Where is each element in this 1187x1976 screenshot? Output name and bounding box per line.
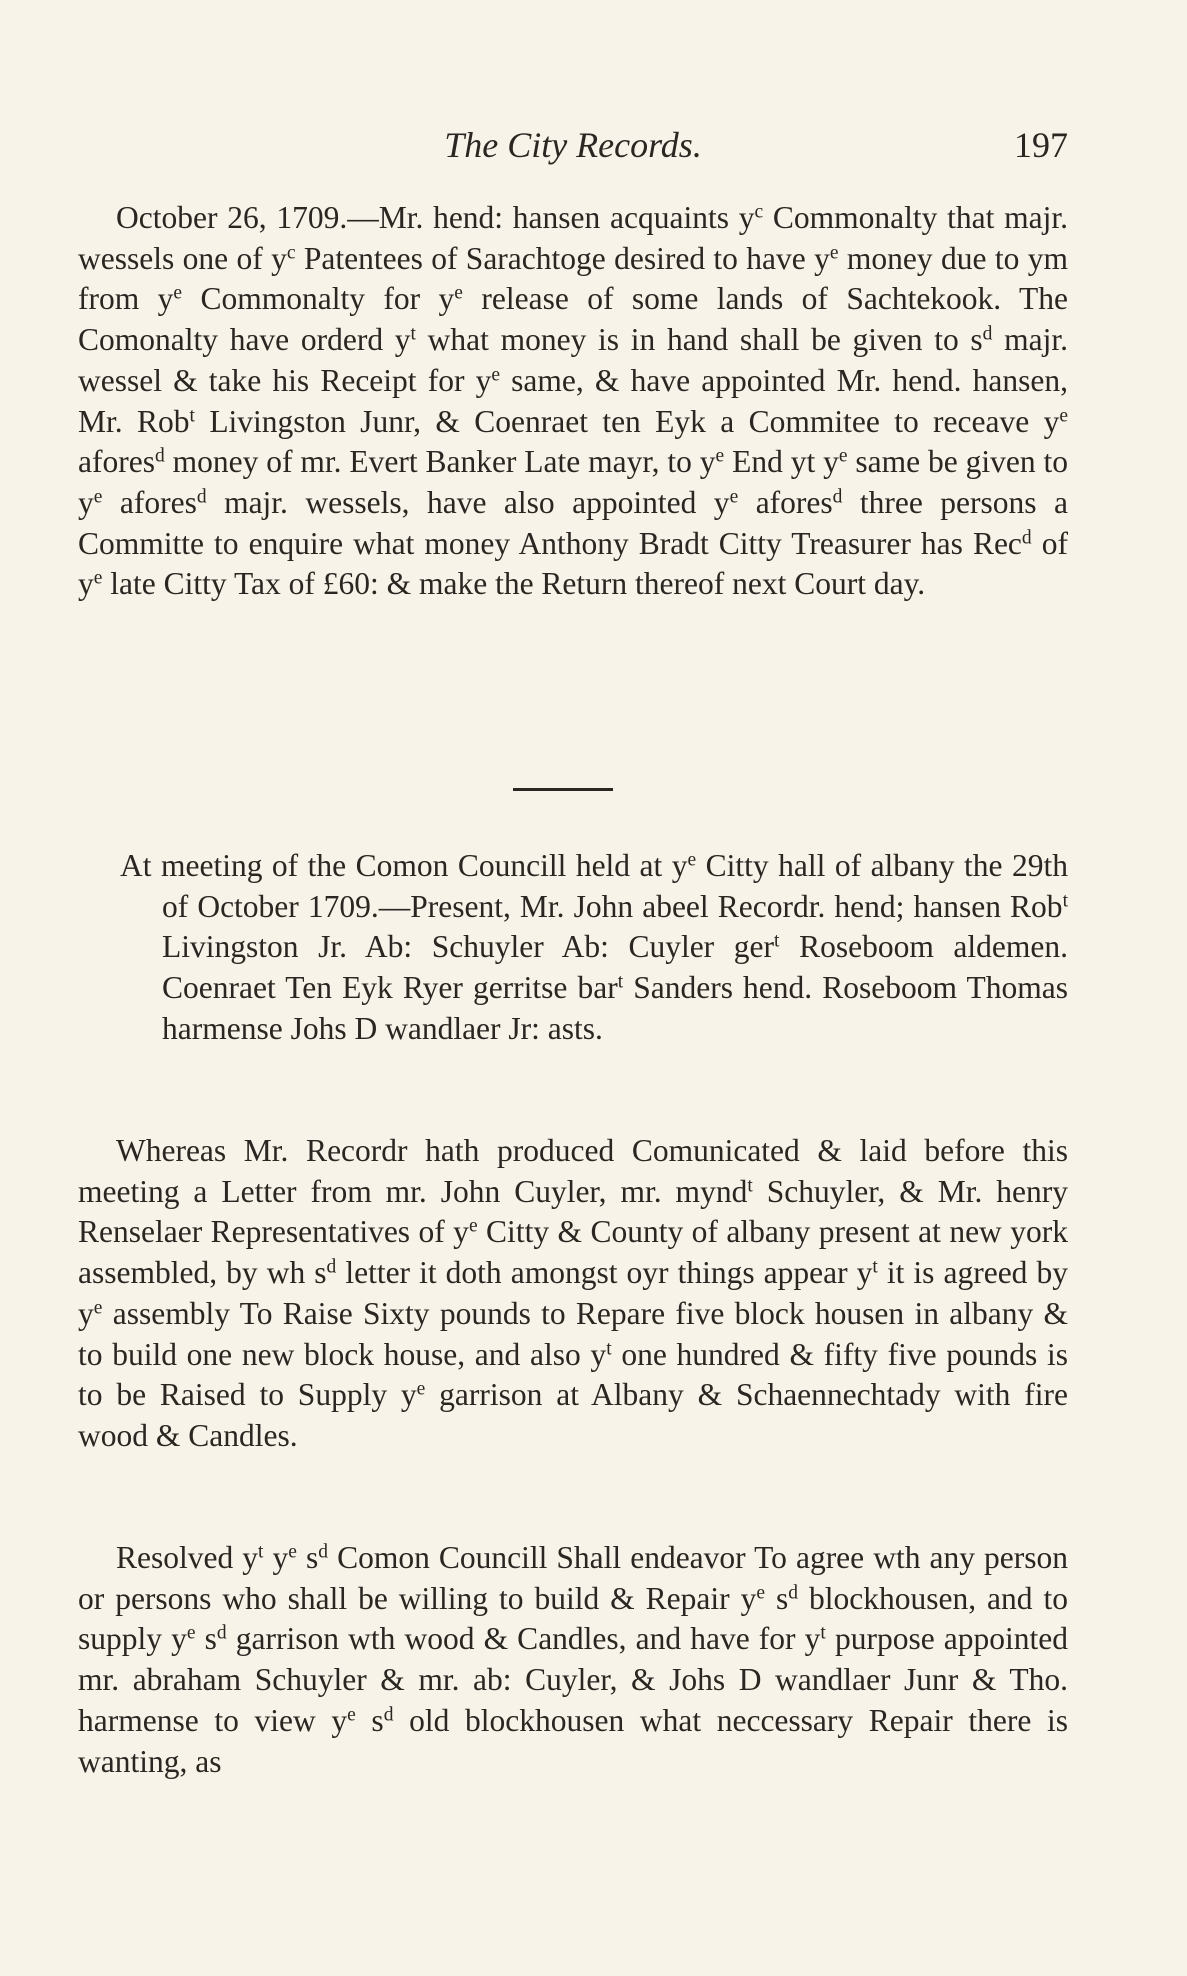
text-run: same be given to y [78, 444, 1068, 520]
superscript: d [788, 1581, 799, 1603]
superscript: t [617, 971, 624, 993]
superscript: d [318, 1541, 329, 1563]
superscript: e [756, 1581, 766, 1603]
text-run: Comon Councill Shall endeavor To agree wth any person or persons who shall be willing to build & Repair y [78, 1540, 1068, 1616]
text-run: garrison at Albany & Schaennechtady with fire wood & Candles. [78, 1377, 1068, 1453]
text-run: s [355, 1702, 384, 1738]
superscript: d [216, 1622, 227, 1644]
superscript: e [838, 445, 848, 467]
text-run: Citty & County of albany present at new york assembled, by wh s [78, 1214, 1068, 1291]
text-run: same, & have appointed Mr. hend. hansen, Mr. Rob [78, 362, 1068, 439]
superscript: t [820, 1622, 826, 1644]
superscript: t [410, 323, 416, 345]
text-run: y [263, 1540, 289, 1575]
text-run: Resolved y [116, 1540, 259, 1575]
text-run: afores [738, 484, 833, 520]
superscript: e [729, 486, 739, 508]
text-run: late Citty Tax of £60: & make the Return thereof next Court day. [102, 566, 926, 602]
text-run: Livingston Jr. Ab: Schuyler Ab: Cuyler ger [162, 929, 775, 965]
superscript: e [829, 241, 839, 263]
paragraph-council-meeting [78, 846, 1068, 1050]
text-run: Roseboom aldemen. Coenraet Ten Eyk Ryer gerritse bar [162, 929, 1068, 1006]
text-run: Commonalty for y [182, 281, 455, 317]
text-run: purpose appointed mr. abraham Schuyler & mr. ab: Cuyler, & Johs D wandlaer Junr & Tho. harmense to view y [78, 1621, 1069, 1738]
text-run: of y [78, 525, 1068, 602]
text-run: At meeting of the Comon Councill held at y [120, 848, 688, 883]
running-title: The City Records. [444, 125, 702, 165]
superscript: c [286, 241, 296, 263]
superscript: t [1062, 889, 1068, 911]
superscript: t [189, 404, 195, 426]
superscript: e [186, 1622, 196, 1644]
superscript: t [747, 1174, 753, 1196]
superscript: e [1059, 404, 1068, 426]
text-run: October 26, 1709.—Mr. hend: hansen acquaints y [116, 200, 755, 235]
superscript: d [154, 445, 165, 467]
superscript: d [383, 1704, 394, 1726]
text-run: letter it doth amongst oyr things appear y [336, 1255, 873, 1291]
superscript: e [454, 282, 463, 304]
text-run: afores [102, 484, 197, 520]
superscript: e [288, 1541, 297, 1563]
text-run: s [765, 1580, 789, 1616]
text-run: afores [78, 444, 155, 480]
text-run: what money is in hand shall be given to s [415, 322, 983, 358]
paragraph-october-26 [78, 198, 1068, 605]
text-run: Livingston Junr, & Coenraet ten Eyk a Commitee to receave y [194, 403, 1060, 439]
text-run: Patentees of Sarachtoge desired to have y [295, 240, 830, 276]
superscript: e [173, 282, 183, 304]
text-run: release of some lands of Sachtekook. The Comonalty have orderd y [78, 281, 1068, 358]
text-run: it is agreed by y [78, 1255, 1068, 1331]
superscript: t [774, 930, 780, 952]
text-run: s [195, 1621, 217, 1657]
text-run: s [296, 1540, 319, 1575]
text-run: three persons a Committe to enquire what money Anthony Bradt Citty Treasurer has Rec [78, 484, 1068, 561]
text-run: money of mr. Evert Banker Late mayr, to y [164, 444, 716, 480]
text-run: assembly To Raise Sixty pounds to Repare five block housen in albany & to build one new block house, and also y [78, 1295, 1068, 1372]
text-run: Whereas Mr. Recordr hath produced Comunicated & laid before this meeting a Letter from mr. John Cuyler, mr. mynd [78, 1133, 1068, 1209]
superscript: e [93, 486, 103, 508]
superscript: e [347, 1704, 356, 1726]
superscript: d [982, 323, 993, 345]
text-run: Citty hall of albany the 29th of October 1709.—Present, Mr. John abeel Recordr. hend; hansen Rob [162, 848, 1068, 924]
paragraph-whereas [78, 1131, 1068, 1457]
text-run: Schuyler, & Mr. henry Renselaer Representatives of y [78, 1173, 1068, 1250]
superscript: t [872, 1256, 878, 1278]
superscript: e [715, 445, 725, 467]
text-run: garrison wth wood & Candles, and have for y [226, 1621, 821, 1657]
superscript: d [1021, 526, 1032, 548]
section-divider [513, 788, 613, 791]
text-run: blockhousen, and to supply y [78, 1580, 1068, 1657]
page-number: 197 [1014, 125, 1068, 165]
text-run: Sanders hend. Roseboom Thomas harmense Johs D wandlaer Jr: asts. [162, 970, 1068, 1046]
superscript: d [832, 486, 843, 508]
superscript: e [93, 567, 103, 589]
superscript: e [491, 364, 501, 386]
superscript: d [326, 1256, 337, 1278]
superscript: c [754, 201, 764, 223]
text-run: Commonalty that majr. wessels one of y [78, 200, 1068, 276]
superscript: e [687, 849, 697, 871]
superscript: t [606, 1337, 612, 1359]
superscript: t [258, 1541, 264, 1563]
text-run: one hundred & fifty five pounds is to be Raised to Supply y [78, 1336, 1068, 1413]
page-header [78, 124, 1068, 174]
superscript: d [196, 486, 207, 508]
text-run: End yt y [724, 444, 839, 480]
superscript: e [93, 1297, 103, 1319]
text-run: money due to ym from y [78, 240, 1069, 317]
paragraph-resolved [78, 1538, 1068, 1782]
superscript: e [416, 1378, 426, 1400]
text-run: majr. wessel & take his Receipt for y [78, 322, 1068, 398]
text-run: old blockhousen what neccessary Repair there is wanting, as [78, 1702, 1068, 1779]
superscript: e [468, 1215, 478, 1237]
text-run: majr. wessels, have also appointed y [206, 484, 730, 520]
